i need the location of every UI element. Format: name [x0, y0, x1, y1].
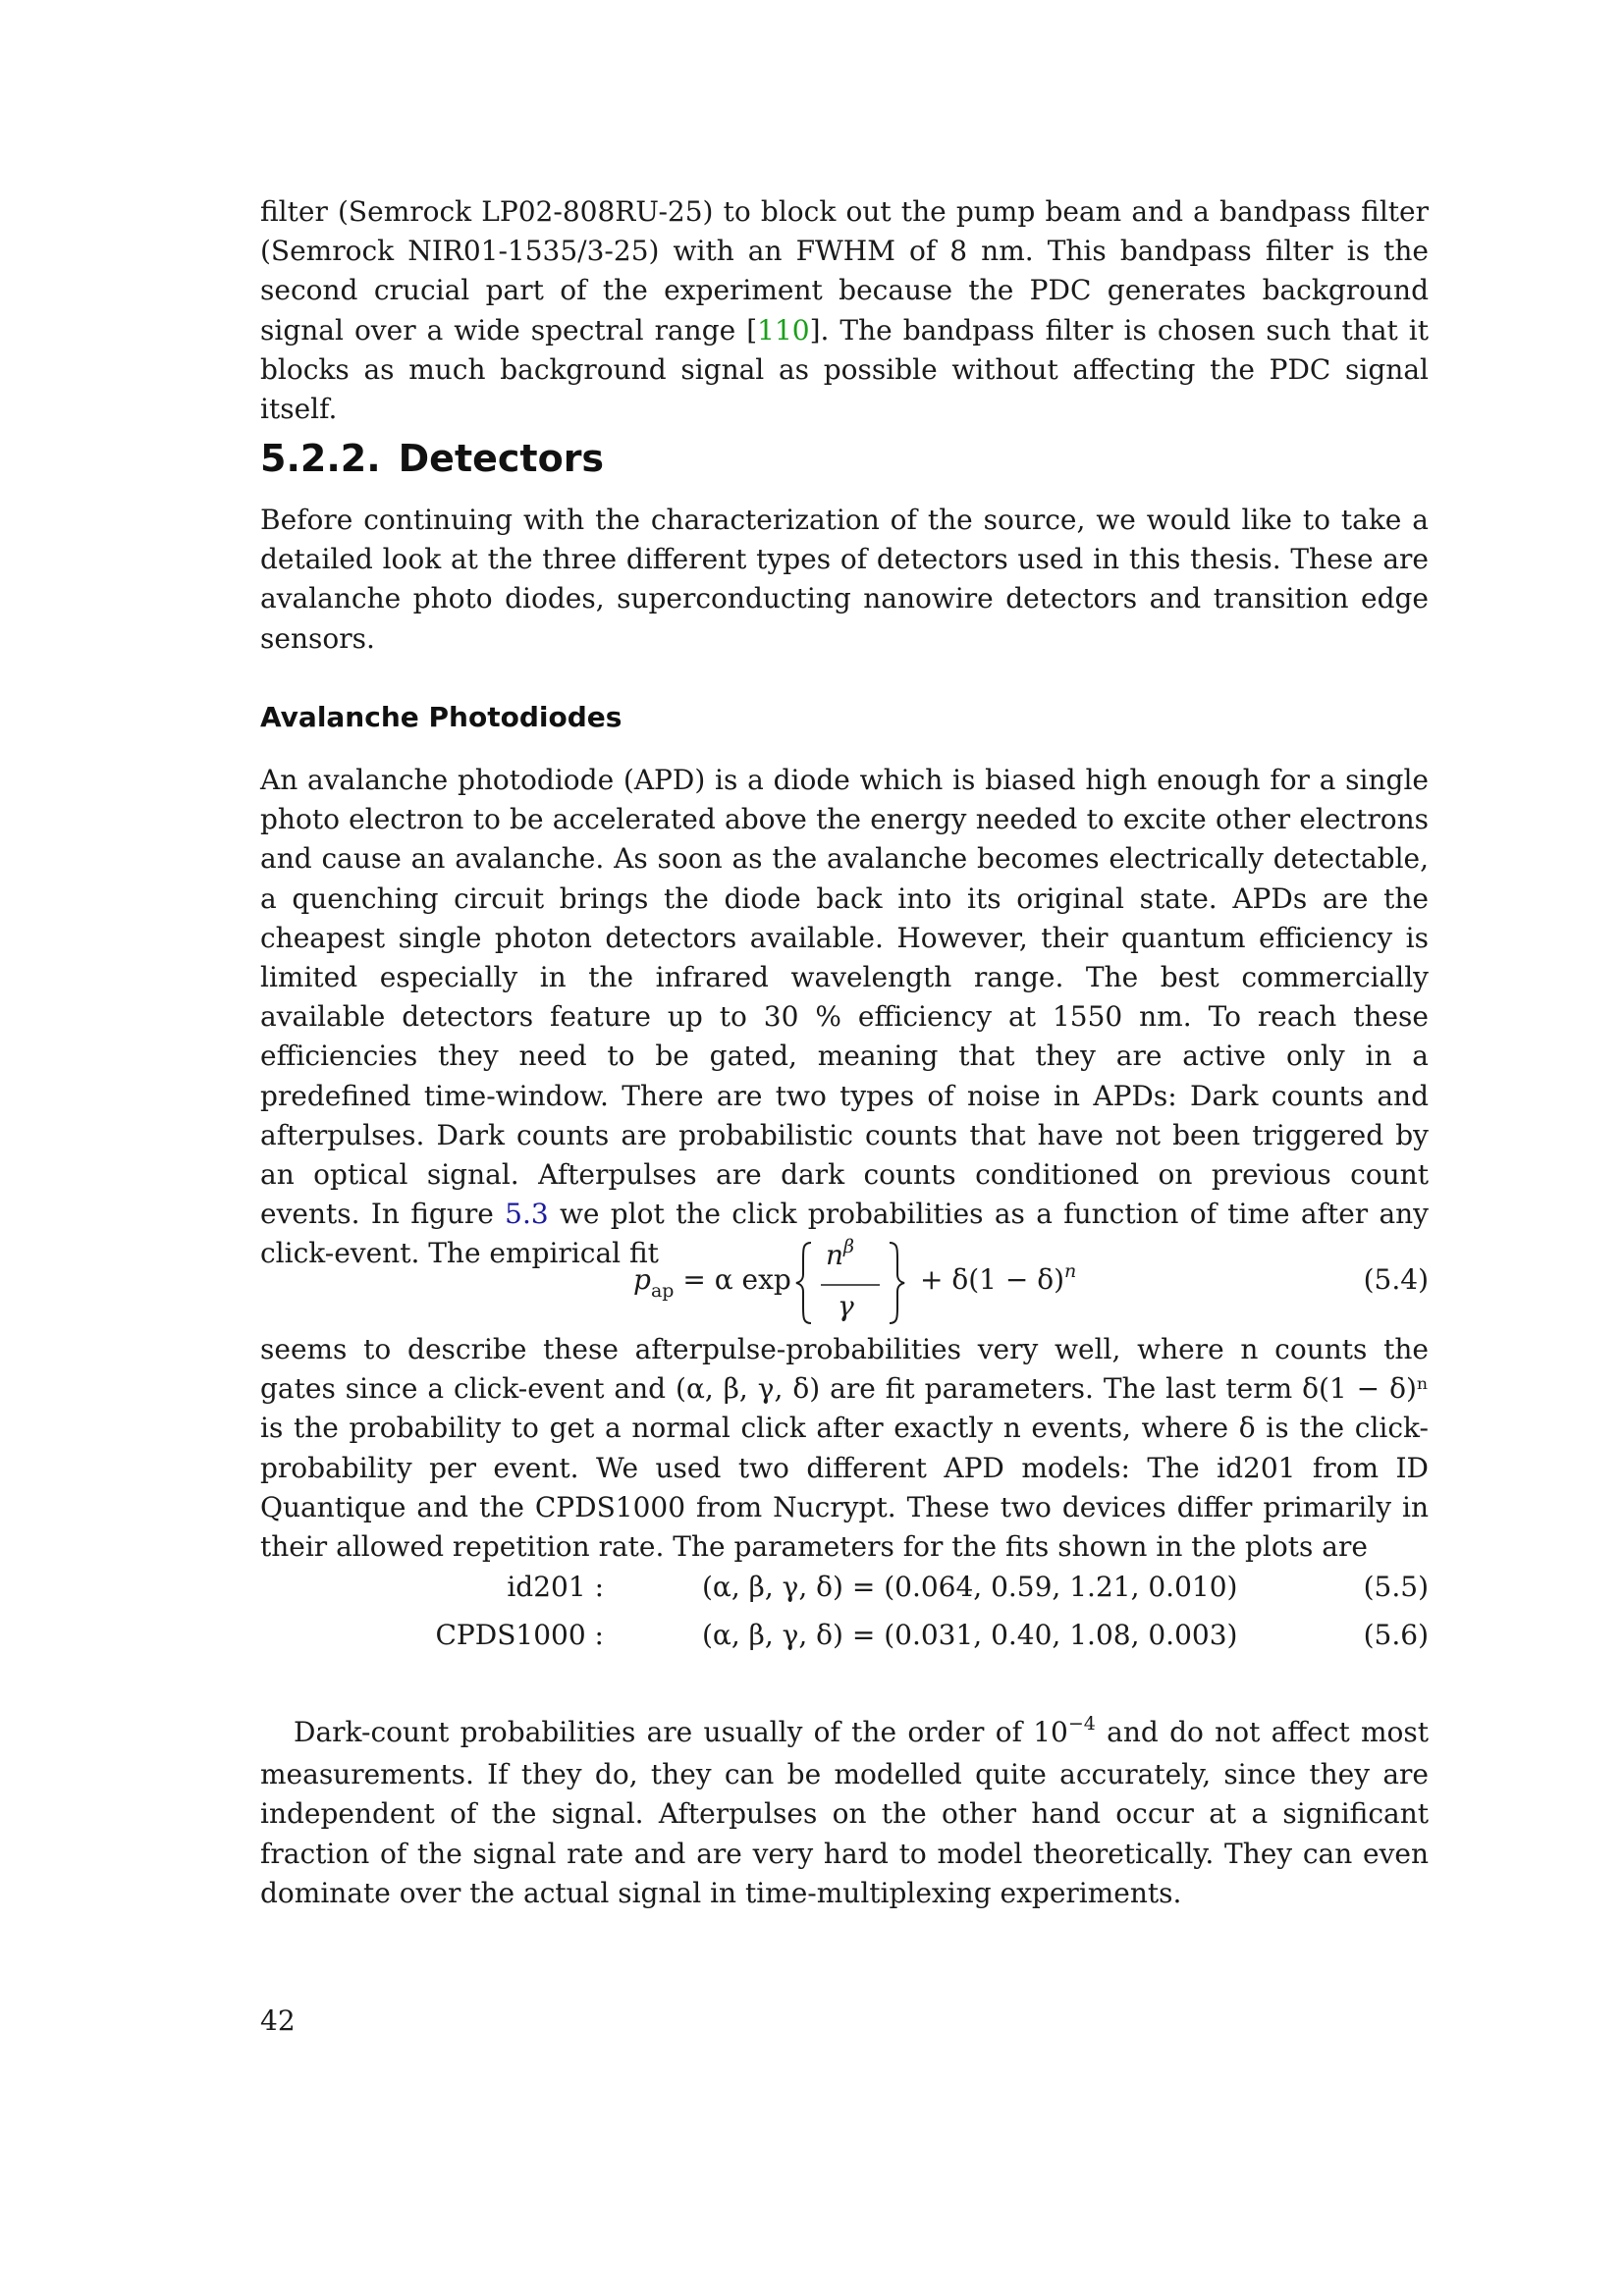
paragraph-dark-counts: [260, 1713, 1429, 1913]
paragraph-dark-text-a: Dark-count probabilities are usually of the order of 10: [294, 1716, 1068, 1748]
section-title: Detectors: [398, 437, 605, 480]
left-brace-icon: [796, 1243, 811, 1323]
eq-denominator: γ: [838, 1290, 854, 1322]
paragraph-apd-text-b: we plot the click probabilities as a function of time after any click-event. The empirical fit: [260, 1198, 1429, 1270]
eq-numerator: n: [826, 1239, 844, 1271]
citation-link[interactable]: 110: [757, 313, 810, 347]
eq-numerator-superscript: β: [843, 1236, 855, 1257]
equation-label: CPDS1000 :: [435, 1619, 604, 1651]
page-number: 42: [260, 2004, 296, 2037]
exponent: −4: [1067, 1713, 1096, 1735]
equation-5-4-body: [633, 1236, 1144, 1327]
paragraph-apd-text-a: An avalanche photodiode (APD) is a diode which is biased high enough for a single photo electron to be accelerated above the energy needed to excite other electrons and cause an avalanche. As soon as the avalanche becomes electrically detectable, a quenching circuit brings the diode back into its original state. APDs are the cheapest single photon detectors available. However, their quantum efficiency is limited especially in the infrared wavelength range. The best commercially available detectors feature up to 30 % efficiency at 1550 nm. To reach these efficiencies they need to be gated, meaning that they are active only in a predefined time-window. There are two types of noise in APDs: Dark counts and afterpulses. Dark counts are probabilistic counts that have not been triggered by an optical signal. Afterpulses are dark counts conditioned on previous count events. In figure: [260, 764, 1429, 1231]
eq-lhs-subscript: ap: [650, 1280, 675, 1302]
section-number: 5.2.2.: [260, 437, 381, 480]
figure-reference-link[interactable]: 5.3: [505, 1198, 549, 1231]
paragraph-filter: [260, 192, 1429, 429]
eq-lhs: p: [633, 1263, 651, 1296]
paragraph-apd: [260, 761, 1429, 1274]
equation-expression: (α, β, γ, δ) = (0.031, 0.40, 1.08, 0.003): [702, 1619, 1238, 1651]
equation-5-6: [260, 1619, 1429, 1658]
eq-equals-exp: = α exp: [682, 1263, 791, 1296]
equation-number: (5.5): [1363, 1571, 1429, 1603]
eq-tail: + δ(1 − δ): [920, 1263, 1064, 1296]
equation-5-5: [260, 1571, 1429, 1610]
section-heading: [260, 437, 604, 480]
paragraph-filter-text-b: ]. The bandpass filter is chosen such that it blocks as much background signal as possible without affecting the PDC signal itself.: [260, 313, 1429, 426]
right-brace-icon: [890, 1243, 904, 1323]
paragraph-fit: seems to describe these afterpulse-probabilities very well, where n counts the gates since a click-event and (α, β, γ, δ) are fit parameters. The last term δ(1 − δ)ⁿ is the probability to get a normal click after exactly n events, where δ is the click-probability per event. We used two different APD models: The id201 from ID Quantique and the CPDS1000 from Nucrypt. These two devices differ primarily in their allowed repetition rate. The parameters for the fits shown in the plots are: [260, 1333, 1429, 1564]
paragraph-intro: Before continuing with the characterization of the source, we would like to take a detailed look at the three different types of detectors used in this thesis. These are avalanche photo diodes, superconducting nanowire detectors and transition edge sensors.: [260, 504, 1429, 655]
paragraph-filter-text-a: filter (Semrock LP02-808RU-25) to block out the pump beam and a bandpass filter (Semrock NIR01-1535/3-25) with an FWHM of 8 nm. This bandpass filter is the second crucial part of the experiment because the PDC generates background signal over a wide spectral range [: [260, 195, 1429, 347]
equation-expression: (α, β, γ, δ) = (0.064, 0.59, 1.21, 0.010): [702, 1571, 1238, 1603]
equation-number: (5.6): [1363, 1619, 1429, 1651]
equation-5-4: [260, 1236, 1429, 1327]
equation-number: (5.4): [1363, 1263, 1429, 1296]
equation-label: id201 :: [507, 1571, 604, 1603]
subsection-heading: Avalanche Photodiodes: [260, 701, 623, 733]
paragraph-dark-text-b: and do not affect most measurements. If they do, they can be modelled quite accurately, since they are independent of the signal. Afterpulses on the other hand occur at a significant fraction of the signal rate and are very hard to model theoretically. They can even dominate over the actual signal in time-multiplexing experiments.: [260, 1716, 1430, 1909]
eq-tail-superscript: n: [1064, 1260, 1077, 1282]
